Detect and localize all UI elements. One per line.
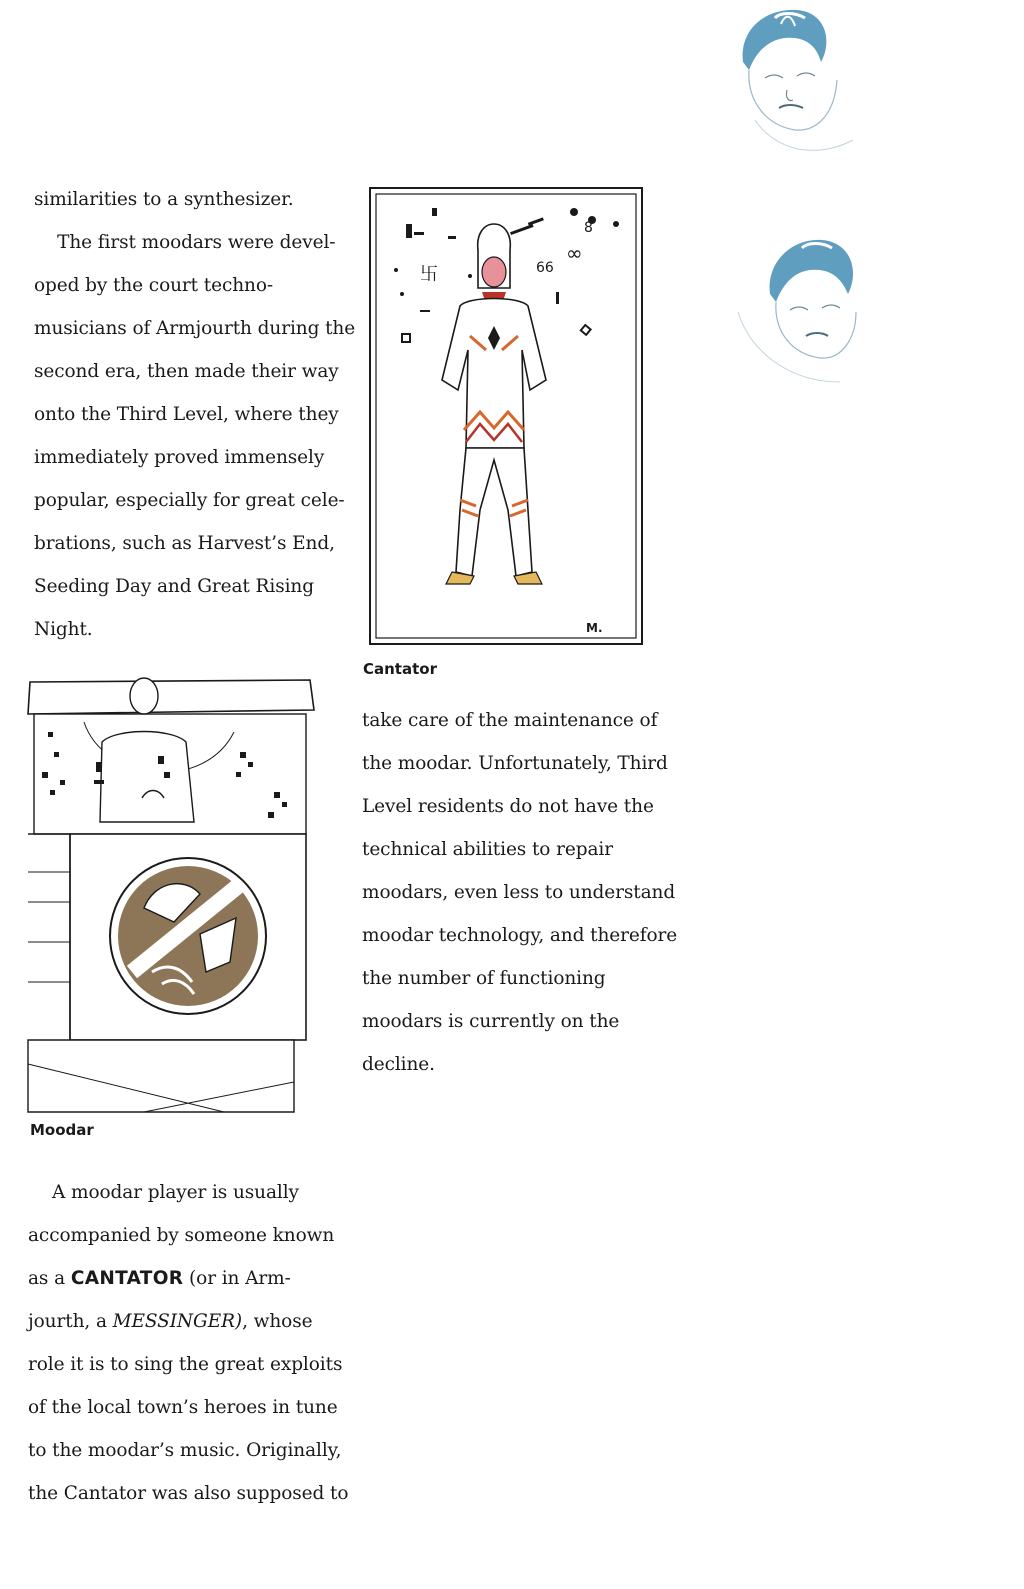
text-fragment: , whose [242, 1311, 313, 1332]
text-line [28, 1257, 328, 1300]
text-line: immediately proved immensely [34, 447, 325, 468]
text-fragment: jourth, a [28, 1311, 113, 1332]
left-column-bottom-text [28, 1171, 349, 1515]
text-line: the number of functioning [362, 968, 606, 989]
text-line: musicians of Armjourth during the [34, 318, 356, 339]
text-line: Night. [34, 619, 93, 640]
text-fragment: A moodar player is usually [52, 1182, 299, 1203]
text-line: Seeding Day and Great Rising [34, 576, 314, 597]
text-line: moodar technology, and therefore [362, 925, 678, 946]
text-line: similarities to a synthesizer. [34, 189, 294, 210]
text-line: moodars, even less to understand [362, 882, 676, 903]
text-line: brations, such as Harvest’s End, [34, 533, 335, 554]
text-line: decline. [362, 1054, 435, 1075]
cantator-caption: Cantator [363, 660, 437, 678]
svg-text:卐: 卐 [420, 264, 438, 285]
text-line: second era, then made their way [34, 361, 339, 382]
text-line: the moodar. Unfortunately, Third [362, 753, 668, 774]
text-line: The first moodars were devel- [34, 232, 336, 253]
text-line: moodars is currently on the [362, 1011, 620, 1032]
text-line: oped by the court techno- [34, 275, 274, 296]
text-line [28, 1171, 328, 1214]
text-line: to the moodar’s music. Originally, [28, 1440, 342, 1461]
svg-text:66: 66 [536, 260, 554, 276]
text-line [28, 1300, 328, 1343]
portrait-sketch-top [725, 0, 865, 170]
cantator-signature: M. [586, 621, 603, 635]
svg-text:8: 8 [584, 220, 593, 236]
messinger-term: MESSINGER) [112, 1311, 243, 1332]
text-line: popular, especially for great cele- [34, 490, 345, 511]
text-line: role it is to sing the great exploits [28, 1354, 343, 1375]
text-line: technical abilities to repair [362, 839, 613, 860]
left-column-top-text [34, 178, 356, 651]
text-line: the Cantator was also supposed to [28, 1483, 349, 1504]
text-line: of the local town’s heroes in tune [28, 1397, 338, 1418]
text-fragment: (or in Arm- [183, 1268, 291, 1289]
cantator-term: CANTATOR [70, 1268, 184, 1289]
text-line: accompanied by someone known [28, 1225, 335, 1246]
text-line: take care of the maintenance of [362, 710, 658, 731]
portrait-sketch-bottom [730, 232, 870, 392]
right-column-text [362, 699, 678, 1086]
moodar-illustration [24, 672, 316, 1116]
moodar-caption: Moodar [30, 1121, 94, 1139]
text-fragment: as a [28, 1268, 71, 1289]
svg-text:∞: ∞ [566, 241, 583, 265]
text-line: onto the Third Level, where they [34, 404, 339, 425]
cantator-illustration [360, 180, 652, 652]
text-line: Level residents do not have the [362, 796, 654, 817]
